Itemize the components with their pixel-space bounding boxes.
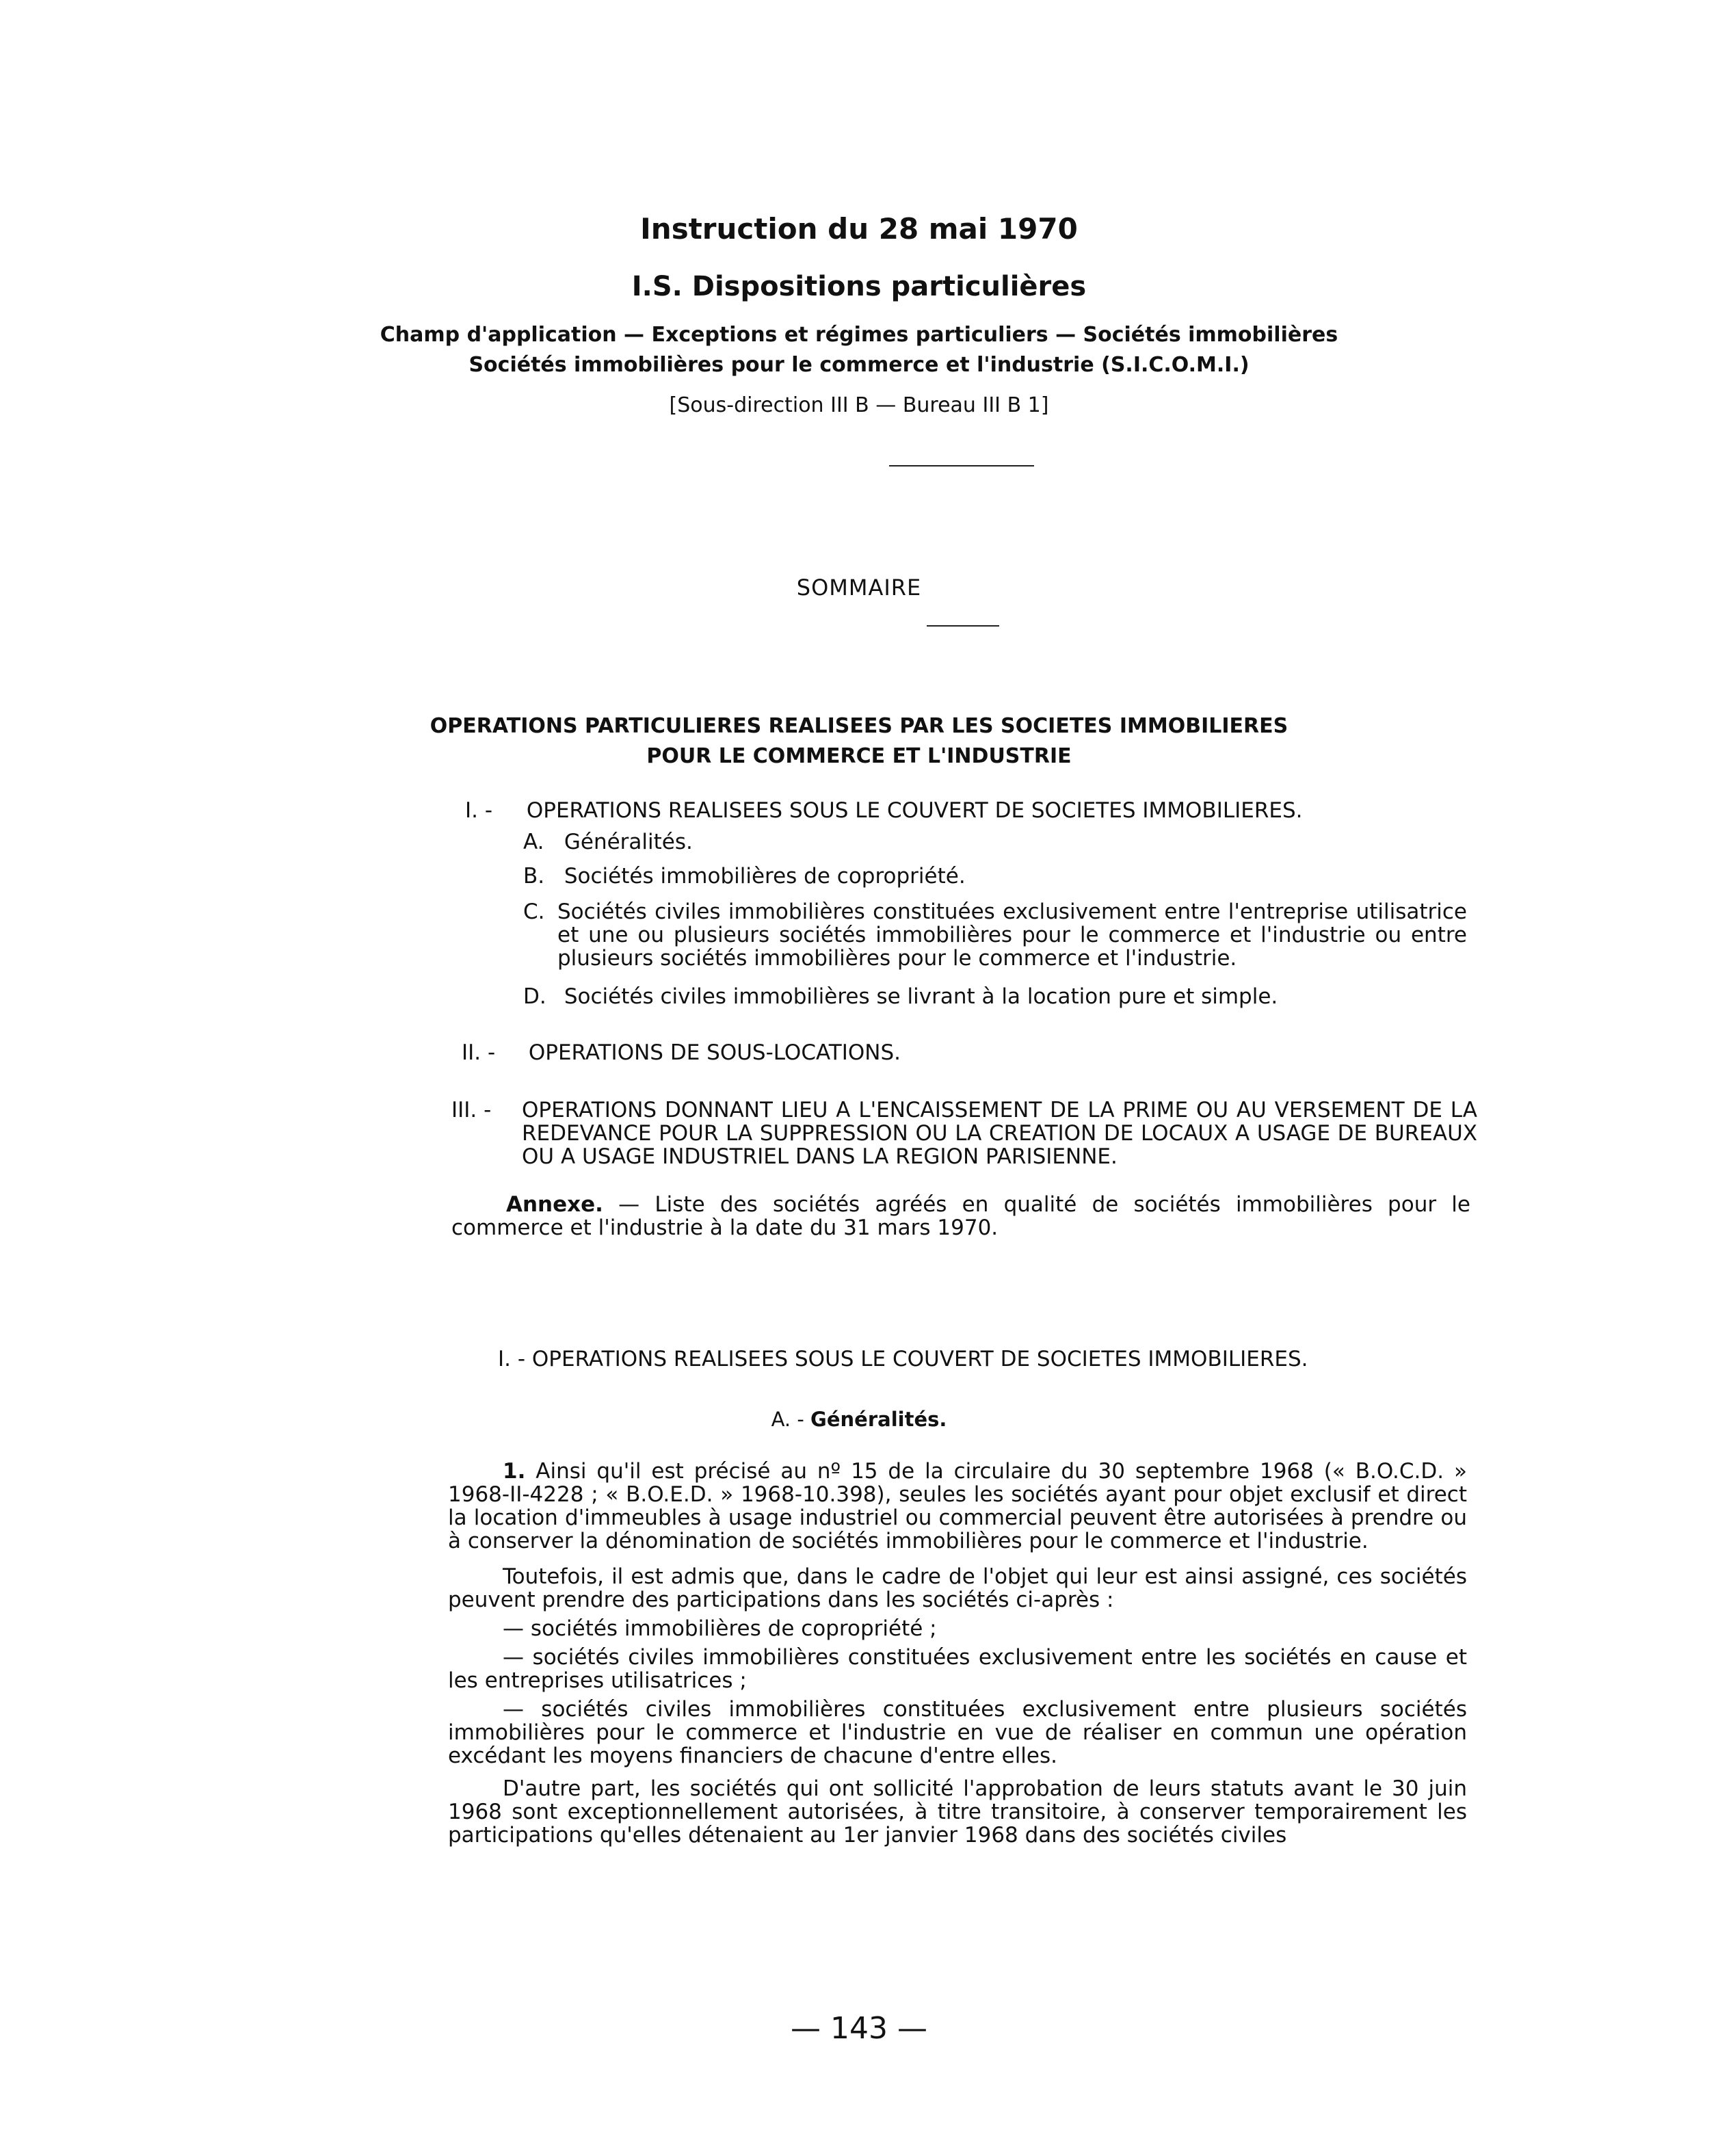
paragraph-1: Ainsi qu'il est précisé au nº 15 de la circulaire du 30 septembre 1968 (« B.O.C.D. » 1968-II-4228 ; « B.O.E.D. » 1968-10.398), seules les sociétés ayant pour objet exclusif et direct la location d'immeubles à usage industriel ou commercial peuvent être autorisées à prendre ou à conserver la dénomination de sociétés immobilières pour le commerce et l'industrie. <box>448 1459 1467 1553</box>
paragraph-3: D'autre part, les sociétés qui ont sollicité l'approbation de leurs statuts avant le 30 juin 1968 sont exceptionnellement autorisées, à titre transitoire, à conserver temporairement les participations qu'elles détenaient au 1er janvier 1968 dans des sociétés civiles <box>448 1776 1467 1848</box>
annexe-text: — Liste des sociétés agréés en qualité de sociétés immobilières pour le commerce et l'industrie à la date du 31 mars 1970. <box>451 1192 1470 1240</box>
item-text: Généralités. <box>564 830 693 854</box>
item-number: D. <box>523 984 546 1009</box>
page-number: — 143 — <box>791 2011 927 2046</box>
sommaire-divider <box>927 625 999 627</box>
sub-heading-prefix: A. - <box>771 1408 804 1431</box>
sommaire-item-II <box>462 1041 1474 1064</box>
dash-item-3: — sociétés civiles immobilières constituées exclusivement entre plusieurs sociétés immobilières pour le commerce et l'industrie en vue de réaliser en commun une opération excédant les moyens financiers de chacune d'entre elles. <box>448 1697 1467 1768</box>
item-number: II. - <box>462 1040 496 1065</box>
item-number: B. <box>523 864 545 889</box>
operations-title-line-1: OPERATIONS PARTICULIERES REALISEES PAR LES SOCIETES IMMOBILIERES <box>430 714 1288 738</box>
annexe-label: Annexe. <box>506 1192 603 1217</box>
bureau-reference: [Sous-direction III B — Bureau III B 1] <box>669 393 1049 417</box>
item-text: OPERATIONS DE SOUS-LOCATIONS. <box>528 1040 901 1065</box>
sommaire-item-D <box>523 985 1481 1008</box>
item-text: OPERATIONS DONNANT LIEU A L'ENCAISSEMENT DE LA PRIME OU AU VERSEMENT DE LA REDEVANCE POUR LA SUPPRESSION OU LA CREATION DE LOCAUX A USAGE DE BUREAUX OU A USAGE INDUSTRIEL DANS LA REGION PARISIENNE. <box>522 1098 1477 1169</box>
sommaire-item-III <box>451 1099 1477 1168</box>
item-text: OPERATIONS REALISEES SOUS LE COUVERT DE SOCIETES IMMOBILIERES. <box>526 798 1303 823</box>
item-number: I. - <box>465 798 493 823</box>
sommaire-item-C <box>523 900 1467 970</box>
item-number: C. <box>523 899 545 924</box>
item-text: Sociétés civiles immobilières constituées exclusivement entre l'entreprise utilisatrice et une ou plusieurs sociétés immobilières pour le commerce et l'industrie ou entre plusieurs sociétés immobilières pour le commerce et l'industrie. <box>557 899 1467 971</box>
item-number: III. - <box>451 1098 492 1122</box>
scope-lines <box>0 320 1718 380</box>
operations-title-line-2: POUR LE COMMERCE ET L'INDUSTRIE <box>646 744 1072 768</box>
header-divider <box>889 465 1034 466</box>
item-text: Sociétés immobilières de copropriété. <box>564 864 966 889</box>
sub-heading-A <box>0 1408 1718 1431</box>
instruction-title: Instruction du 28 mai 1970 <box>640 212 1078 246</box>
item-text: Sociétés civiles immobilières se livrant à la location pure et simple. <box>564 984 1278 1009</box>
dash-item-2: — sociétés civiles immobilières constituées exclusivement entre les sociétés en cause et les entreprises utilisatrices ; <box>448 1645 1467 1693</box>
dash-item-1: — sociétés immobilières de copropriété ; <box>503 1616 937 1641</box>
paragraph-2: Toutefois, il est admis que, dans le cadre de l'objet qui leur est ainsi assigné, ces sociétés peuvent prendre des participations dans les sociétés ci-après : <box>448 1564 1467 1612</box>
sub-heading-text: Généralités. <box>810 1408 947 1431</box>
sommaire-heading: SOMMAIRE <box>796 575 922 601</box>
annexe-paragraph <box>451 1193 1470 1239</box>
scope-line-1: Champ d'application — Exceptions et régimes particuliers — Sociétés immobilières <box>380 323 1338 347</box>
item-number: A. <box>523 830 544 854</box>
sommaire-item-B <box>523 865 1481 888</box>
body-text <box>448 1460 1467 1847</box>
sommaire-item-A <box>523 830 1481 854</box>
instruction-subtitle: I.S. Dispositions particulières <box>631 271 1087 302</box>
sommaire-item-I <box>465 799 1477 822</box>
section-heading-I: I. - OPERATIONS REALISEES SOUS LE COUVERT DE SOCIETES IMMOBILIERES. <box>498 1347 1308 1371</box>
paragraph-number: 1. <box>503 1459 526 1484</box>
operations-title <box>0 711 1718 772</box>
scope-line-2: Sociétés immobilières pour le commerce et l'industrie (S.I.C.O.M.I.) <box>468 353 1250 377</box>
